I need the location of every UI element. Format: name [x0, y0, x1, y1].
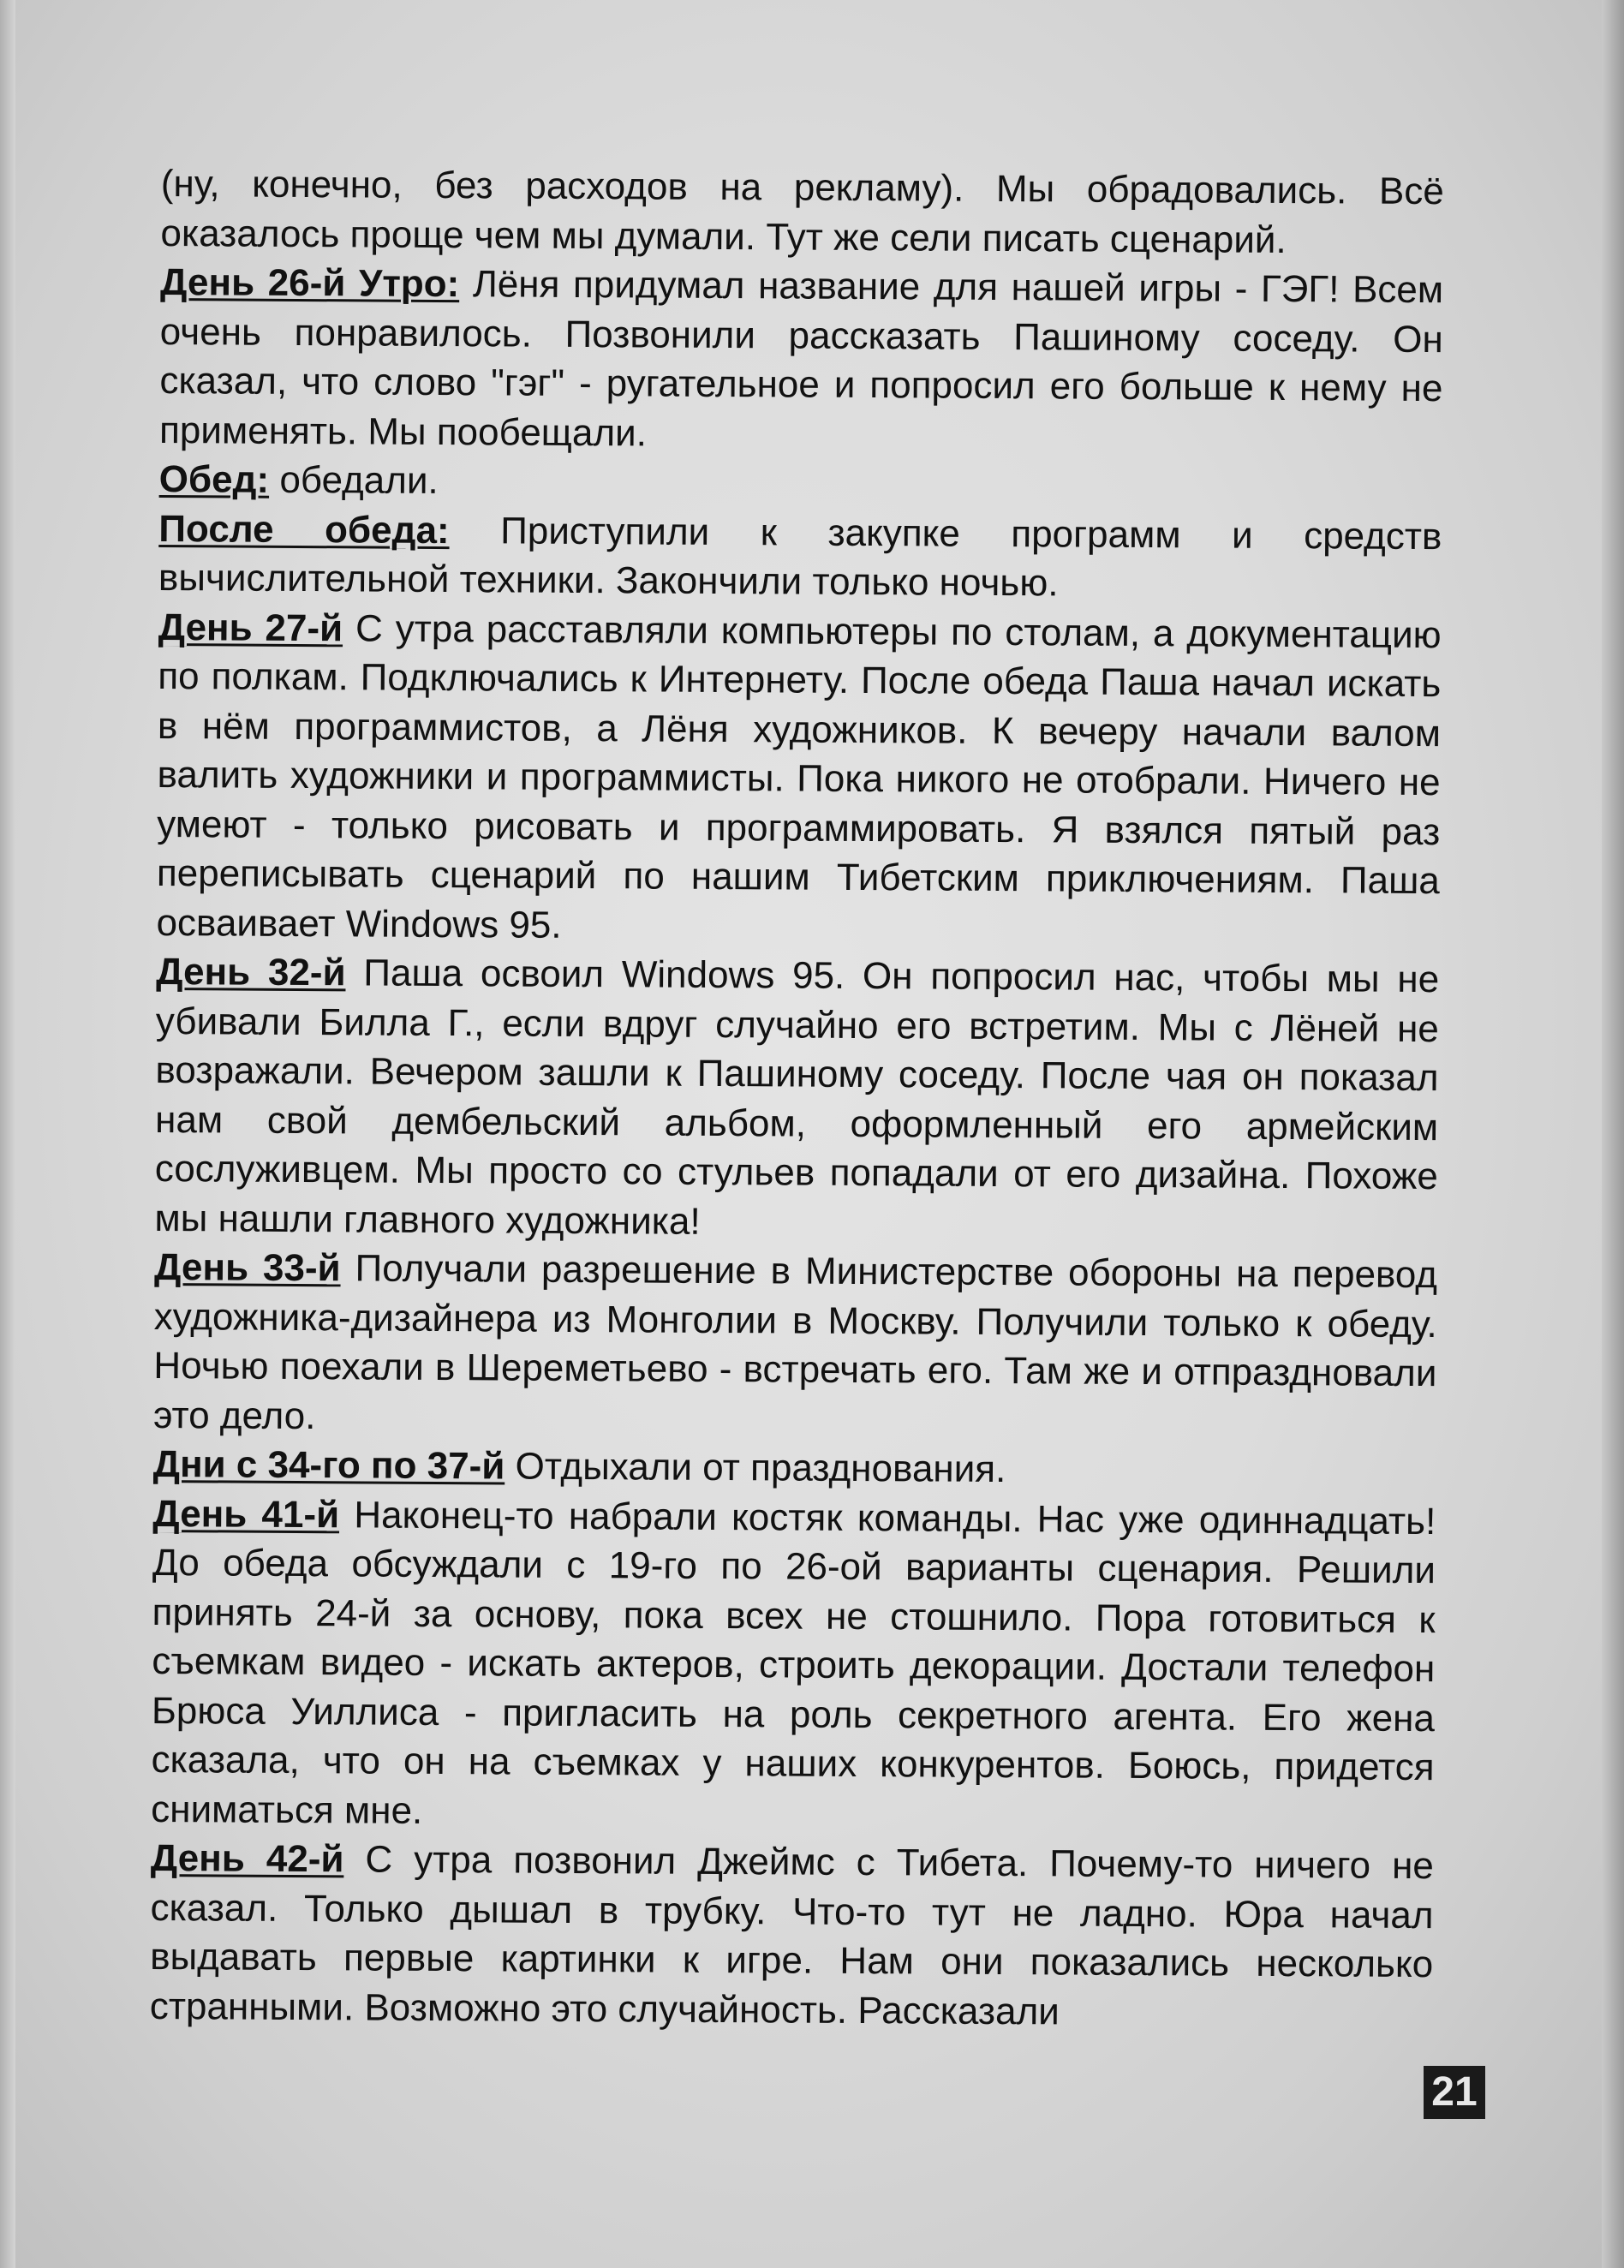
- paragraph-text: С утра позвонил Джеймс с Тибета. Почему-то ничего не сказал. Только дышал в трубку. Что-то тут не ладно. Юра начал выдавать первые картинки к игре. Нам они показались несколько странными. Возможно это случайность. Рассказали: [149, 1838, 1434, 2032]
- paragraph-text: обедали.: [269, 458, 439, 502]
- paragraph-day-27: [156, 602, 1441, 955]
- diary-text: [150, 159, 1444, 2038]
- day-label: День 26-й Утро:: [159, 260, 460, 306]
- day-label: День 32-й: [156, 950, 346, 994]
- paragraph-text: Получали разрешение в Министерстве обороны на перевод художника-дизайнера из Монголии в Москву. Получили только к обеду. Ночью поехали в Шереметьево - встречать его. Там же и отпраздновали это дело.: [152, 1247, 1438, 1437]
- day-label: День 42-й: [150, 1836, 344, 1881]
- paragraph-text: Наконец-то набрали костяк команды. Нас уже одиннадцать! До обеда обсуждали с 19-го по 26-ой варианты сценария. Решили принять 24-й за основу, пока всех не стошнило. Пора готовиться к съемкам видео - искать актеров, строить декорации. Достали телефон Брюса Уиллиса - пригласить на роль секретного агента. Его жена сказала, что он на съемках у наших конкурентов. Боюсь, придется сниматься мне.: [151, 1493, 1436, 1832]
- paragraph-day-42: [150, 1834, 1434, 2038]
- paragraph-text: Лёня придумал название для нашей игры - ГЭГ! Всем очень понравилось. Позвонили рассказать Пашиному соседу. Он сказал, что слово "гэг" - ругательное и попросил его больше к нему не применять. Мы пообещали.: [158, 263, 1444, 454]
- paragraph-text: С утра расставляли компьютеры по столам, а документацию по полкам. Подключались к Интернету. После обеда Паша начал искать в нём программистов, а Лёня художников. К вечеру начали валом валить художники и программисты. Пока никого не отобрали. Ничего не умеют - только рисовать и программировать. Я взялся пятый раз переписывать сценарий по нашим Тибетским приключениям. Паша осваивает Windows 95.: [156, 606, 1442, 946]
- paragraph-day-33: [153, 1243, 1437, 1447]
- paragraph-day-32: [154, 947, 1439, 1250]
- paragraph-day-41: [151, 1489, 1436, 1841]
- day-label: День 27-й: [158, 606, 343, 649]
- paragraph-text: Приступили к закупке программ и средств вычислительной техники. Закончили только ночью.: [158, 509, 1442, 605]
- paragraph-after-lunch: [158, 504, 1442, 610]
- paragraph-text: (ну, конечно, без расходов на рекламу). Мы обрадовались. Всё оказалось проще чем мы думали. Тут же сели писать сценарий.: [160, 162, 1444, 261]
- paragraph-lunch: [159, 455, 1442, 512]
- day-label: После обеда:: [158, 507, 450, 552]
- paragraph-text: Паша освоил Windows 95. Он попросил нас, чтобы мы не убивали Билла Г., если вдруг случайно его встретим. Мы с Лёней не возражали. Вечером зашли к Пашиному соседу. После чая он показал нам свой дембельский альбом, оформленный его армейским сослуживцем. Мы просто со стульев попадали от его дизайна. Похоже мы нашли главного художника!: [154, 952, 1440, 1243]
- paragraph-text: Отдыхали от празднования.: [505, 1445, 1006, 1491]
- paragraph-day-26-morning: [159, 258, 1443, 463]
- day-label: День 33-й: [153, 1245, 341, 1290]
- page-edge-left: [0, 0, 15, 2268]
- day-label: Обед:: [158, 457, 270, 501]
- page-edge-right: [1602, 0, 1624, 2268]
- page-number: 21: [1424, 2066, 1485, 2119]
- paragraph-days-34-37: [153, 1440, 1436, 1497]
- day-label: День 41-й: [152, 1492, 340, 1536]
- paragraph-continuation: [160, 159, 1444, 266]
- day-label: Дни с 34-го по 37-й: [152, 1442, 505, 1488]
